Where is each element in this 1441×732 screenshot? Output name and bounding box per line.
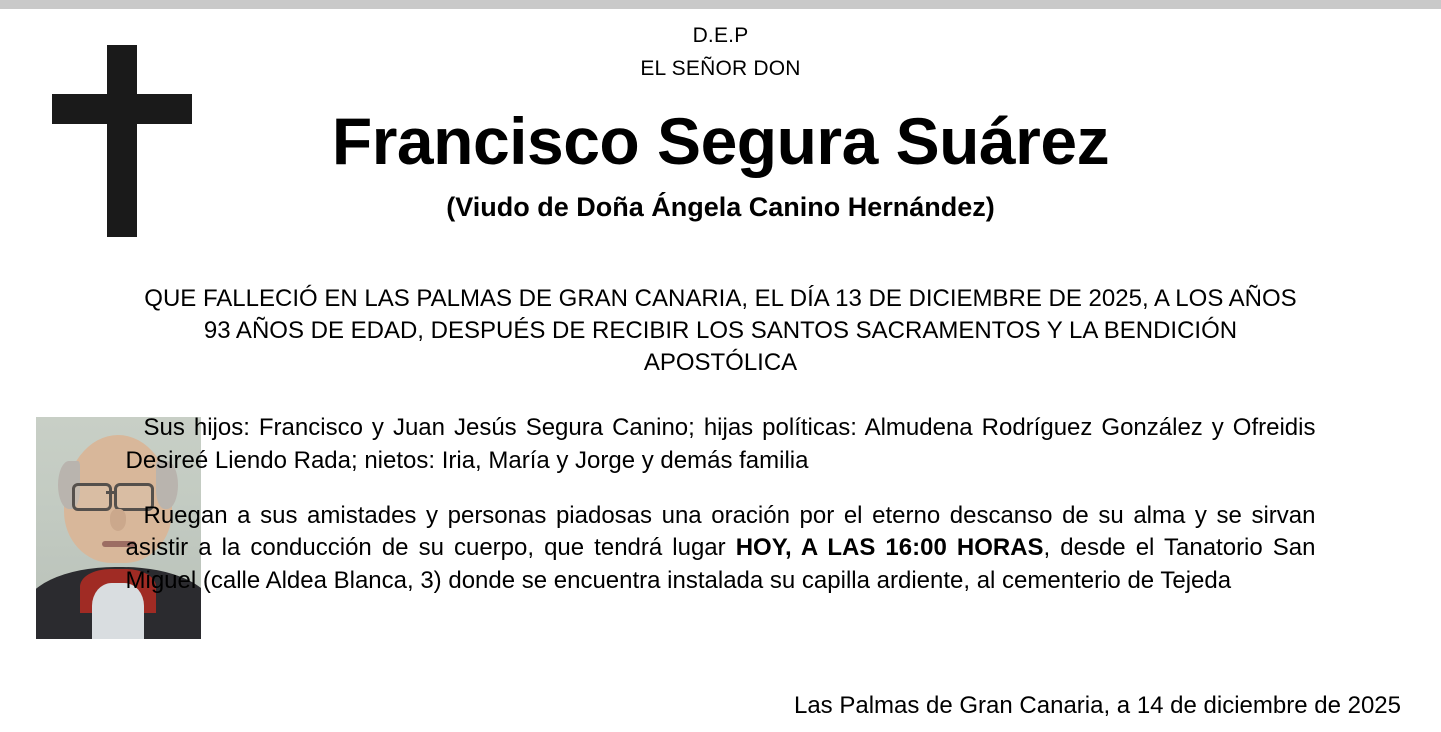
place-and-date: Las Palmas de Gran Canaria, a 14 de diciembre de 2025	[793, 692, 1401, 719]
funeral-time-highlight: HOY, A LAS 16:00 HORAS	[735, 534, 1044, 562]
spouse-line: (Viudo de Doña Ángela Canino Hernández)	[446, 192, 995, 223]
dep-label: D.E.P	[692, 24, 749, 47]
funeral-text-part2: , desde el Tanatorio San Miguel (calle Aldea Blanca, 3) donde se encuentra instalada su capilla ardiente, al cementerio de Tejeda	[125, 534, 1316, 594]
death-notice-text: QUE FALLECIÓ EN LAS PALMAS DE GRAN CANARIA, EL DÍA 13 DE DICIEMBRE DE 2025, A LOS AÑOS 93 AÑOS DE EDAD, DESPUÉS DE RECIBIR LOS SANTOS SACRAMENTOS Y LA BENDICIÓN APOSTÓLICA	[144, 285, 1297, 376]
funeral-text-part1: Ruegan a sus amistades y personas piadosas una oración por el eterno descanso de su alma y se sirvan asistir a la conducción de su cuerpo, que tendrá lugar	[125, 501, 1316, 562]
salutation-label: EL SEÑOR DON	[640, 57, 801, 80]
family-paragraph: Sus hijos: Francisco y Juan Jesús Segura Canino; hijas políticas: Almudena Rodríguez González y Ofreidis Desireé Liendo Rada; nietos: Iria, María y Jorge y demás familia	[125, 414, 1316, 474]
notice-content	[0, 9, 1441, 597]
deceased-name: Francisco Segura Suárez	[331, 104, 1110, 178]
funeral-paragraph	[126, 500, 1316, 598]
